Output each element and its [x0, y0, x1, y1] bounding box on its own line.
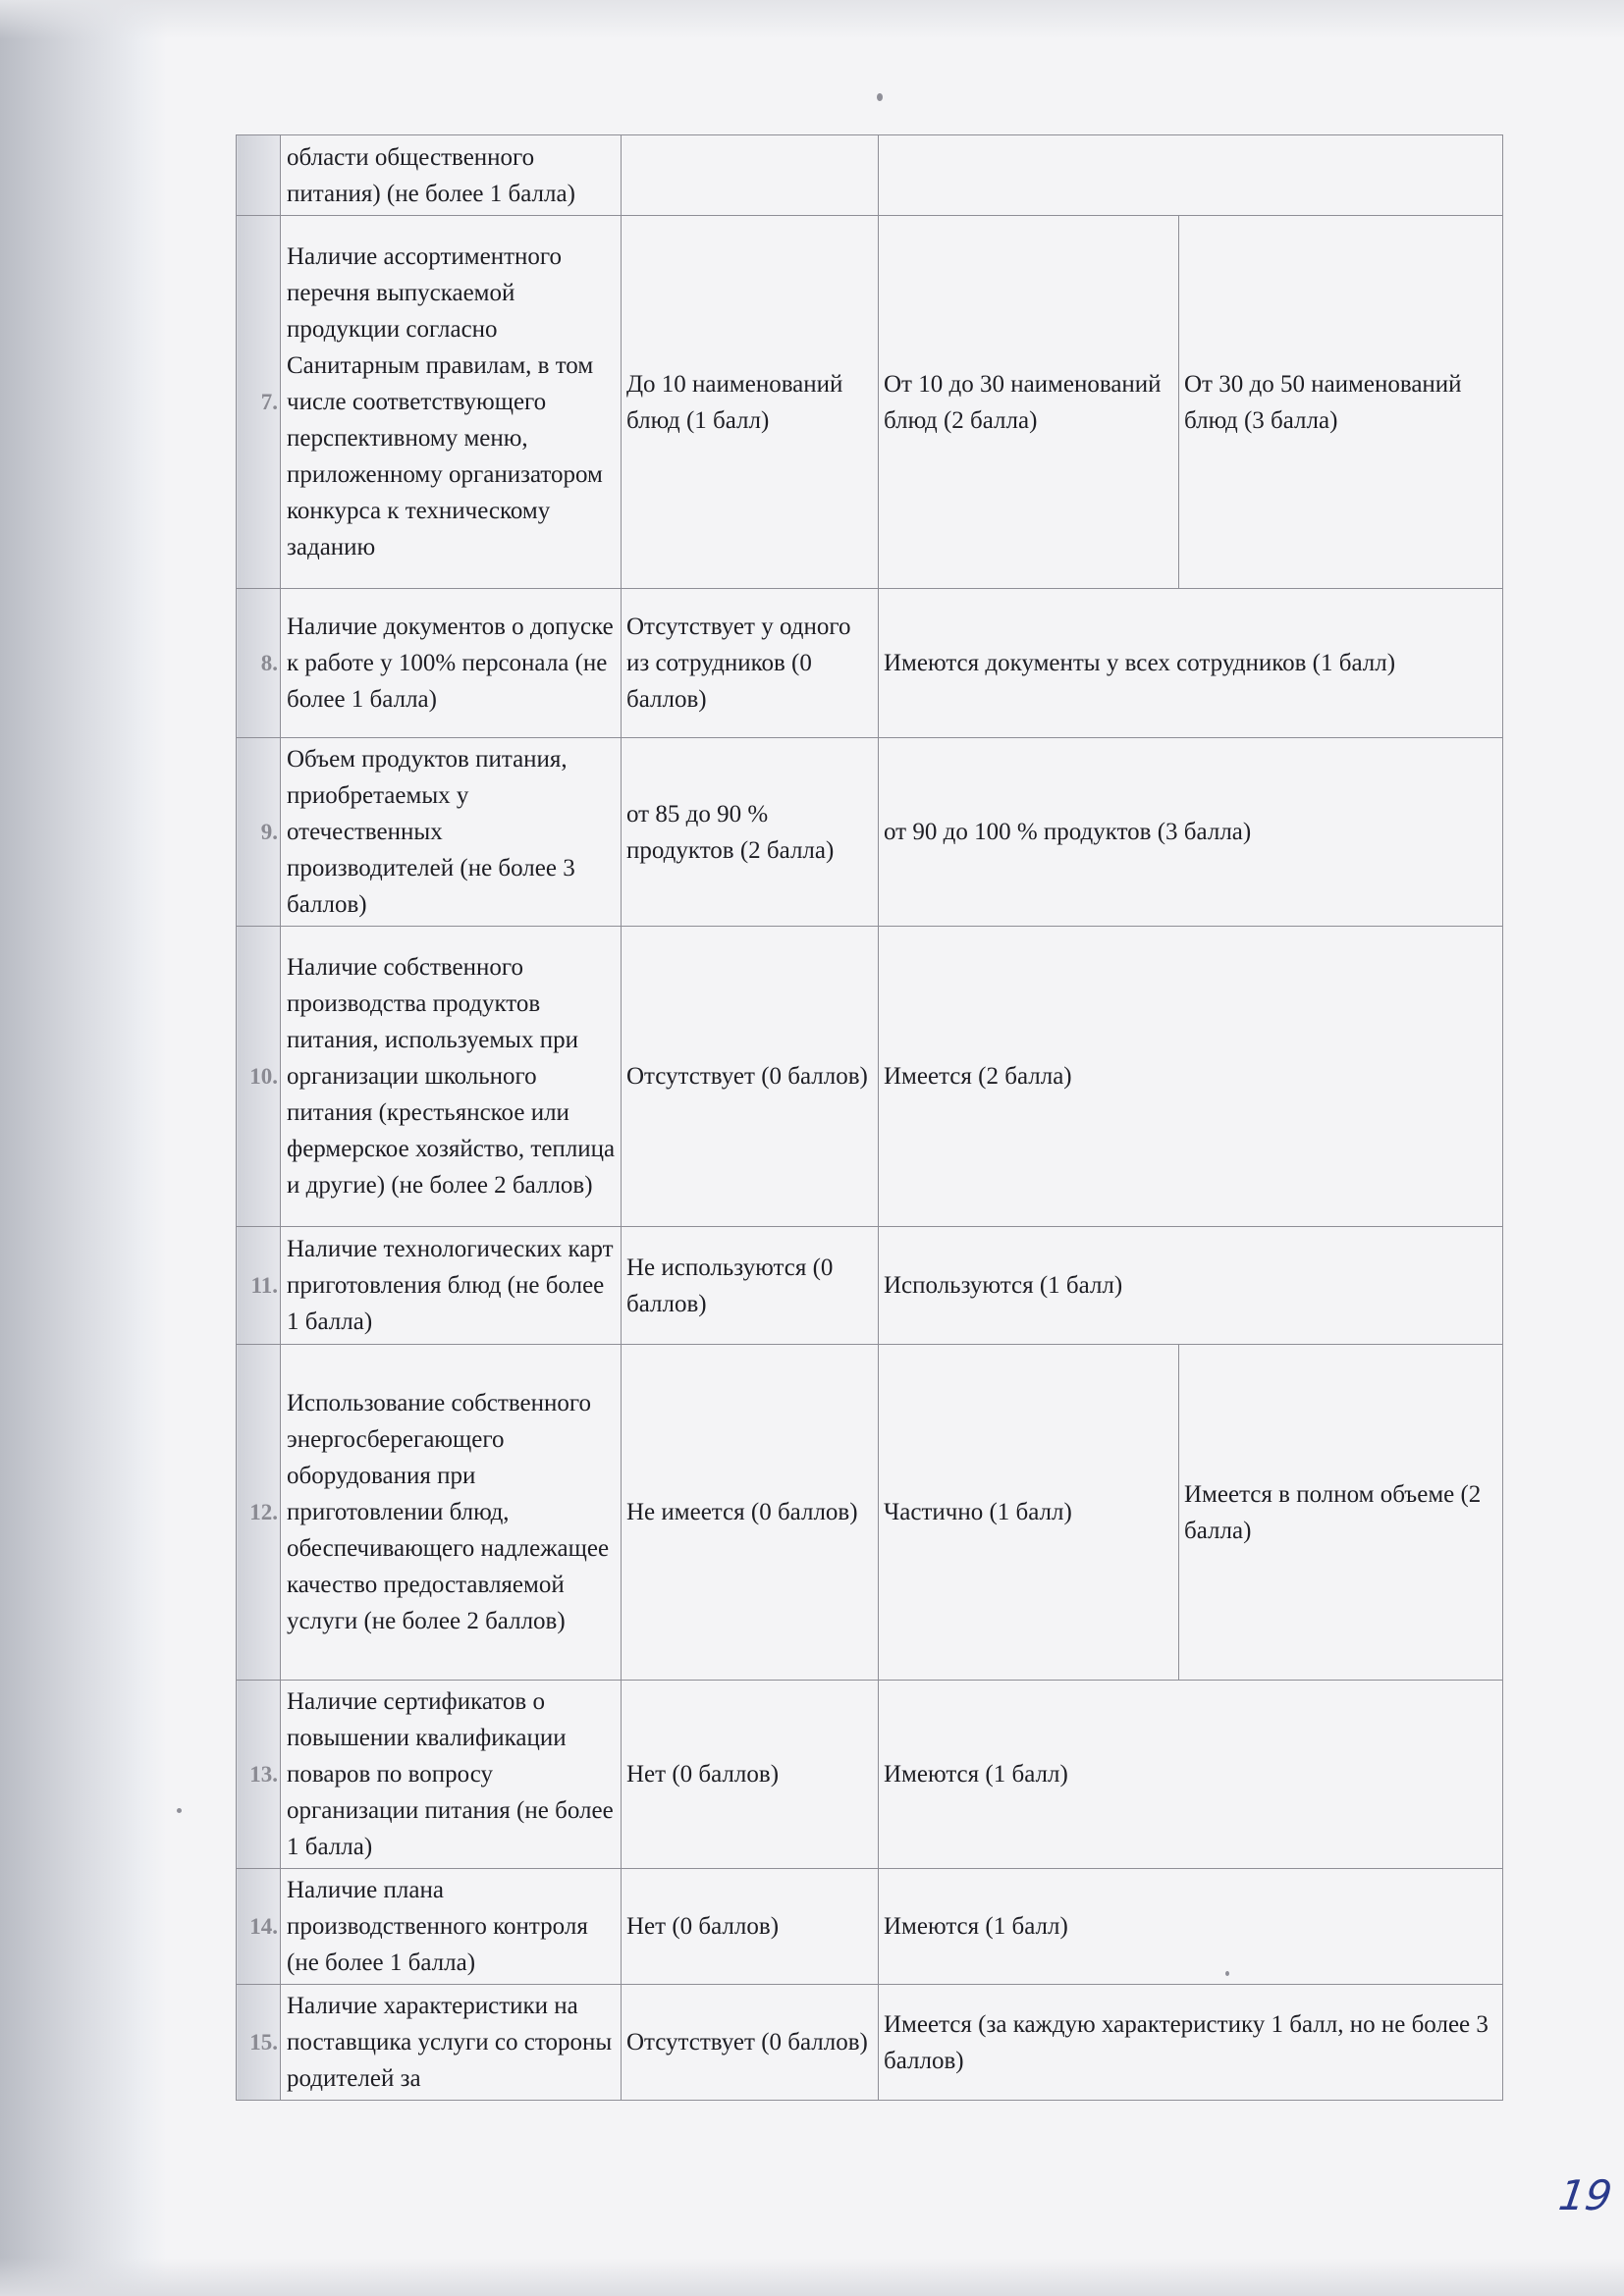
criterion-cell: Объем продуктов питания, приобретаемых у отечественных производителей (не более 3 баллов) [281, 738, 622, 927]
row-number [237, 135, 281, 216]
score-cell [622, 135, 879, 216]
criterion-cell: Наличие технологических карт приготовления блюд (не более 1 балла) [281, 1227, 622, 1345]
score-cell: Отсутствует (0 баллов) [622, 1985, 879, 2101]
row-number: 11. [237, 1227, 281, 1345]
table-row [237, 1869, 1503, 1985]
score-cell: Используются (1 балл) [879, 1227, 1503, 1345]
score-cell: Не используются (0 баллов) [622, 1227, 879, 1345]
score-cell: До 10 наименований блюд (1 балл) [622, 216, 879, 589]
scan-shadow-top [0, 0, 1624, 39]
score-cell: Нет (0 баллов) [622, 1869, 879, 1985]
table-row [237, 135, 1503, 216]
score-cell: Имеется (за каждую характеристику 1 балл, но не более 3 баллов) [879, 1985, 1503, 2101]
criterion-cell: Наличие ассортиментного перечня выпускаемой продукции согласно Санитарным правилам, в том числе соответствующего перспективному меню, приложенному организатором конкурса к техническому заданию [281, 216, 622, 589]
page-number: 19 [1555, 2171, 1615, 2219]
criteria-table-container [236, 134, 1502, 2101]
table-row [237, 927, 1503, 1227]
row-number: 12. [237, 1345, 281, 1681]
row-number: 14. [237, 1869, 281, 1985]
table-row [237, 738, 1503, 927]
criterion-cell: Наличие документов о допуске к работе у 100% персонала (не более 1 балла) [281, 589, 622, 738]
row-number: 13. [237, 1681, 281, 1869]
table-row [237, 589, 1503, 738]
criterion-cell: Наличие собственного производства продуктов питания, используемых при организации школьного питания (крестьянское или фермерское хозяйство, теплица и другие) (не более 2 баллов) [281, 927, 622, 1227]
score-cell: Имеются (1 балл) [879, 1681, 1503, 1869]
scan-shadow-bottom [0, 2258, 1624, 2296]
score-cell: Имеются документы у всех сотрудников (1 балл) [879, 589, 1503, 738]
row-number: 9. [237, 738, 281, 927]
score-cell: от 85 до 90 % продуктов (2 балла) [622, 738, 879, 927]
table-row [237, 1681, 1503, 1869]
criterion-cell: Наличие характеристики на поставщика услуги со стороны родителей за [281, 1985, 622, 2101]
score-cell: Нет (0 баллов) [622, 1681, 879, 1869]
score-cell: от 90 до 100 % продуктов (3 балла) [879, 738, 1503, 927]
score-cell: Отсутствует у одного из сотрудников (0 баллов) [622, 589, 879, 738]
row-number: 10. [237, 927, 281, 1227]
score-cell: Частично (1 балл) [879, 1345, 1179, 1681]
scan-speck [877, 93, 883, 101]
criterion-cell: Наличие плана производственного контроля (не более 1 балла) [281, 1869, 622, 1985]
score-cell: Не имеется (0 баллов) [622, 1345, 879, 1681]
row-number: 7. [237, 216, 281, 589]
criterion-cell: Использование собственного энергосберегающего оборудования при приготовлении блюд, обеспечивающего надлежащее качество предоставляемой услуги (не более 2 баллов) [281, 1345, 622, 1681]
table-row [237, 1227, 1503, 1345]
scan-speck [177, 1808, 182, 1813]
row-number: 8. [237, 589, 281, 738]
score-cell [879, 135, 1503, 216]
criterion-cell: области общественного питания) (не более 1 балла) [281, 135, 622, 216]
table-row [237, 1985, 1503, 2101]
scan-shadow-left [0, 0, 167, 2296]
criteria-table [236, 134, 1503, 2101]
table-row [237, 1345, 1503, 1681]
score-cell: Имеются (1 балл) [879, 1869, 1503, 1985]
score-cell: От 30 до 50 наименований блюд (3 балла) [1179, 216, 1503, 589]
criterion-cell: Наличие сертификатов о повышении квалификации поваров по вопросу организации питания (не более 1 балла) [281, 1681, 622, 1869]
score-cell: От 10 до 30 наименований блюд (2 балла) [879, 216, 1179, 589]
score-cell: Имеется в полном объеме (2 балла) [1179, 1345, 1503, 1681]
table-row [237, 216, 1503, 589]
row-number: 15. [237, 1985, 281, 2101]
score-cell: Отсутствует (0 баллов) [622, 927, 879, 1227]
score-cell: Имеется (2 балла) [879, 927, 1503, 1227]
